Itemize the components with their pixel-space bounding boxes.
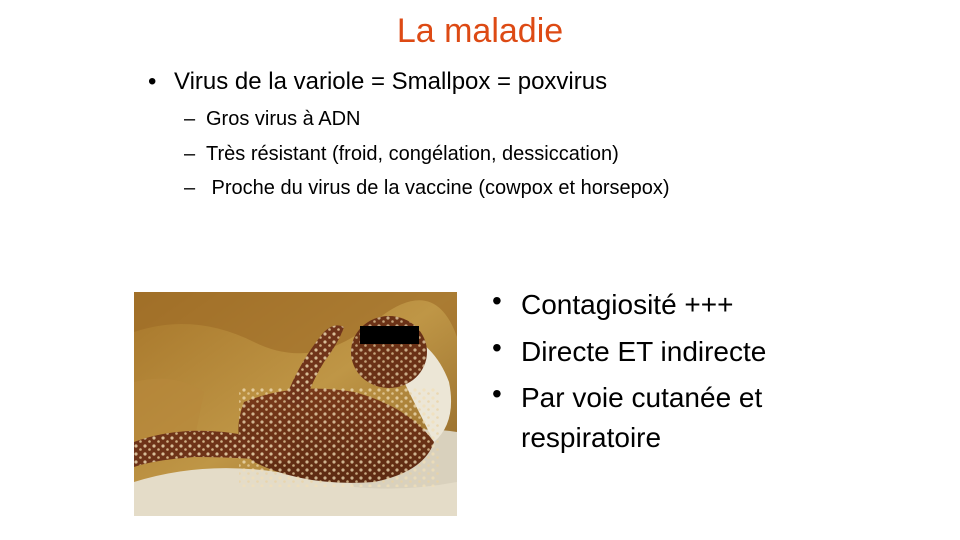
- right-bullet-text: Contagiosité +++: [521, 289, 734, 320]
- bullet-dot: •: [492, 332, 502, 363]
- right-bullet-text: Directe ET indirecte: [521, 336, 767, 367]
- bullet-dot: •: [492, 285, 502, 316]
- patient-photo: [134, 292, 457, 516]
- dash-marker: –: [184, 108, 196, 130]
- right-bullet-text: Par voie cutanée et: [521, 382, 763, 413]
- sub-item-text: Proche du virus de la vaccine (cowpox et horsepox): [206, 177, 670, 199]
- dash-marker: –: [184, 143, 196, 165]
- main-bullet-text: Virus de la variole = Smallpox = poxvirus: [174, 68, 608, 95]
- slide-title: La maladie: [396, 12, 564, 50]
- sub-item-text: Gros virus à ADN: [206, 108, 361, 130]
- right-bullet-text: respiratoire: [521, 422, 662, 453]
- bullet-dot: •: [148, 68, 157, 95]
- sub-item-text: Très résistant (froid, congélation, dessiccation): [206, 143, 619, 165]
- bullet-dot: •: [492, 378, 502, 409]
- dash-marker: –: [184, 177, 196, 199]
